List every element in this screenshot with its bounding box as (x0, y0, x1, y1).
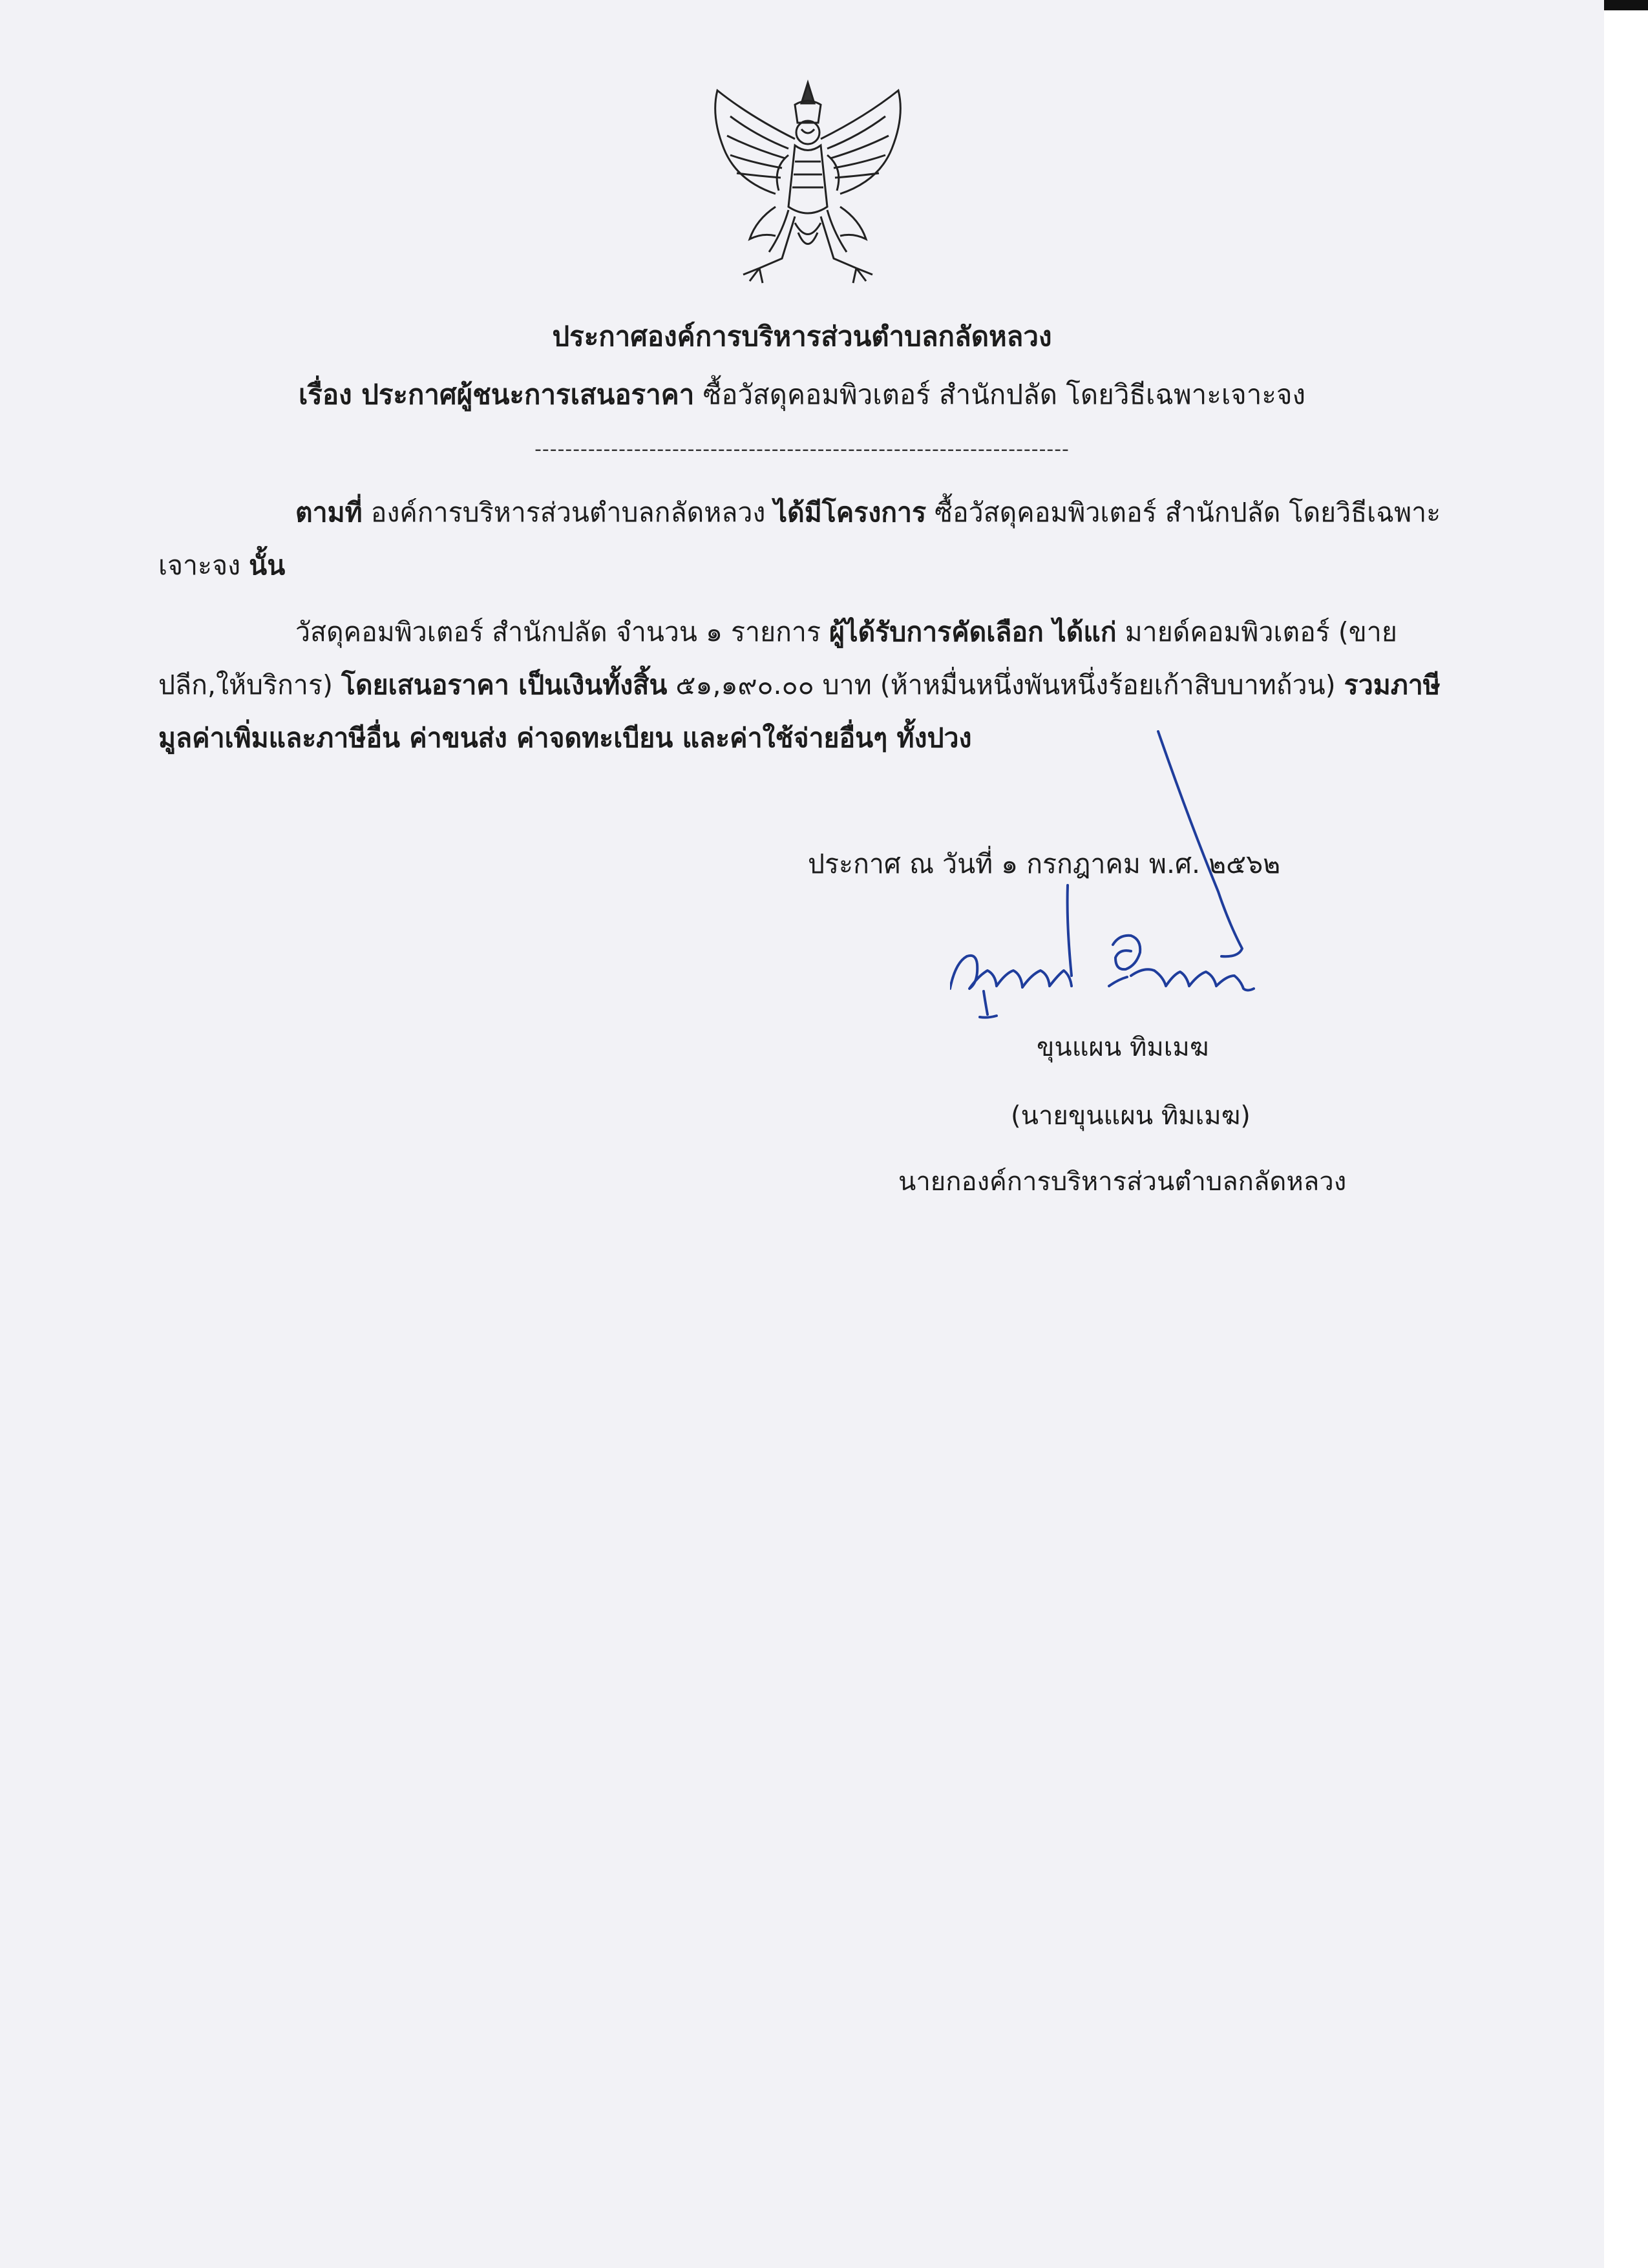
text-bold: โดยเสนอราคา เป็นเงินทั้งสิ้น (341, 669, 668, 700)
signer-position: นายกองค์การบริหารส่วนตำบลกลัดหลวง (898, 1167, 1347, 1197)
paragraph-1-line-2 (158, 539, 1457, 592)
text-plain: มายด์คอมพิวเตอร์ (ขาย (1116, 616, 1397, 647)
announcement-subject (0, 373, 1604, 416)
text-bold: นั้น (249, 550, 286, 581)
body-paragraph-1 (158, 486, 1457, 592)
text-plain: ๕๑,๑๙๐.๐๐ บาท (ห้าหมื่นหนึ่งพันหนึ่งร้อยเก้าสิบบาทถ้วน) (667, 669, 1344, 700)
handwritten-signature (950, 730, 1312, 1027)
text-plain: เจาะจง (158, 550, 249, 581)
text-plain: ปลีก,ให้บริการ) (158, 669, 341, 700)
subject-prefix: เรื่อง ประกาศผู้ชนะการเสนอราคา (298, 379, 695, 410)
signer-name: ขุนแผน ทิมเมฆ (1037, 1033, 1209, 1062)
text-plain: ซื้อวัสดุคอมพิวเตอร์ สำนักปลัด โดยวิธีเฉพาะ (926, 497, 1441, 528)
paragraph-1-line-1 (158, 486, 1457, 539)
garuda-emblem-icon (698, 78, 918, 291)
separator-line: ---------------------------------------------------------------------- (534, 438, 1070, 461)
text-bold: ผู้ได้รับการคัดเลือก ได้แก่ (829, 616, 1117, 647)
announcement-title: ประกาศองค์การบริหารส่วนตำบลกลัดหลวง (552, 320, 1052, 352)
announcement-date: ประกาศ ณ วันที่ ๑ กรกฎาคม พ.ศ. ๒๕๖๒ (808, 848, 1281, 879)
signer-full-name: (นายขุนแผน ทิมเมฆ) (1011, 1101, 1251, 1131)
text-plain: วัสดุคอมพิวเตอร์ สำนักปลัด จำนวน ๑ รายการ (295, 616, 830, 647)
text-bold: ได้มีโครงการ (774, 497, 927, 528)
scan-margin-strip (1604, 0, 1648, 2268)
paragraph-2-line-2 (158, 658, 1457, 711)
text-bold: รวมภาษี (1344, 669, 1441, 700)
subject-text: ซื้อวัสดุคอมพิวเตอร์ สำนักปลัด โดยวิธีเฉพาะเจาะจง (694, 379, 1306, 410)
paragraph-2-line-3: มูลค่าเพิ่มและภาษีอื่น ค่าขนส่ง ค่าจดทะเบียน และค่าใช้จ่ายอื่นๆ ทั้งปวง (158, 722, 972, 753)
text-plain: องค์การบริหารส่วนตำบลกลัดหลวง (362, 497, 774, 528)
paragraph-2-line-1 (158, 605, 1457, 658)
text-bold: ตามที่ (295, 497, 363, 528)
scan-edge-mark (1604, 0, 1648, 10)
